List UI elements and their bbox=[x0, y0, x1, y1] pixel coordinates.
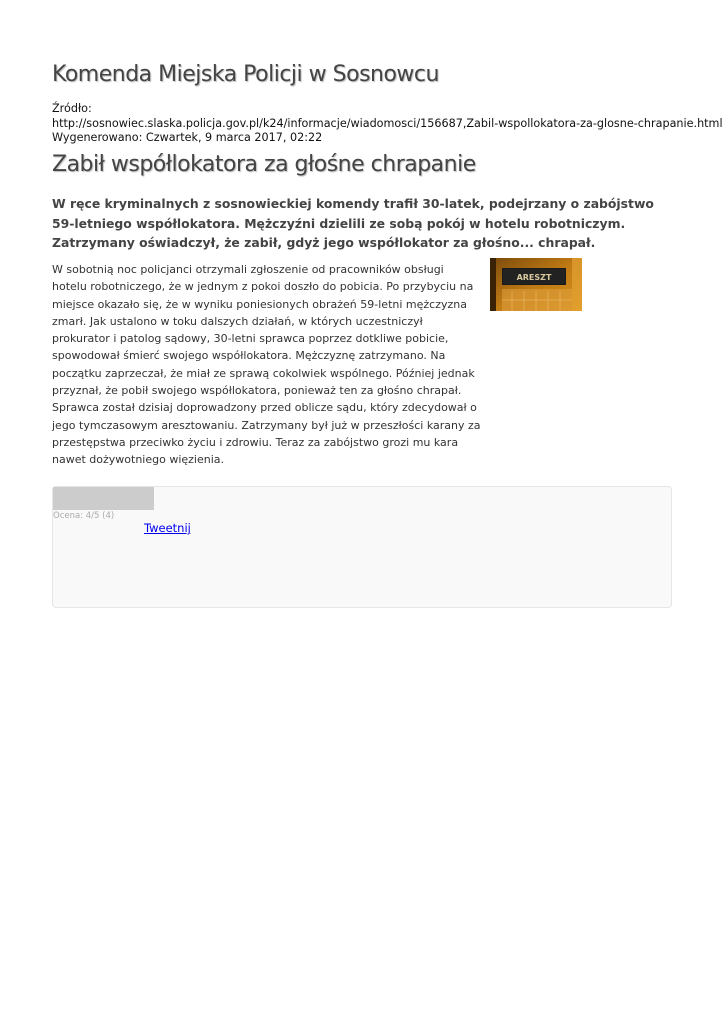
article-title: Zabił współlokatora za głośne chrapanie bbox=[52, 152, 476, 177]
rating-fill bbox=[53, 487, 134, 510]
document-meta bbox=[52, 102, 723, 146]
rating-bar[interactable] bbox=[53, 487, 154, 510]
tweet-link[interactable]: Tweetnij bbox=[144, 521, 191, 535]
source-label: Źródło: bbox=[52, 102, 92, 115]
site-title: Komenda Miejska Policji w Sosnowcu bbox=[52, 62, 439, 87]
photo-sign-text: ARESZT bbox=[516, 273, 552, 282]
article-lead: W ręce kryminalnych z sosnowieckiej komendy trafił 30-latek, podejrzany o zabójstwo 59-letniego współlokatora. Mężczyźni dzielili ze sobą pokój w hotelu robotniczym. Zatrzymany oświadczył, że zabił, gdyż jego współlokator za głośno... chrapał. bbox=[52, 196, 654, 250]
rating-share-box bbox=[52, 486, 672, 608]
article-body: W sobotnią noc policjanci otrzymali zgłoszenie od pracowników obsługi hotelu robotniczego, że w jednym z pokoi doszło do pobicia. Po przybyciu na miejsce okazało się, że w wyniku poniesionych obrażeń 59-letni mężczyzna zmarł. Jak ustalono w toku dalszych działań, w których uczestniczył prokurator i patolog sądowy, 30-letni sprawca poprzez dotkliwe pobicie, spowodował śmierć swojego współlokatora. Mężczyznę zatrzymano. Na początku zaprzeczał, że miał ze sprawą cokolwiek wspólnego. Później jednak przyznał, że pobił swojego współlokatora, ponieważ ten za głośno chrapał. Sprawca został dzisiaj doprowadzony przed oblicze sądu, który zdecydował o jego tymczasowym aresztowaniu. Zatrzymany był już w przeszłości karany za przestępstwa przeciwko życiu i zdrowiu. Teraz za zabójstwo grozi mu kara nawet dożywotniego więzienia. bbox=[52, 263, 481, 467]
generated-date: Wygenerowano: Czwartek, 9 marca 2017, 02:22 bbox=[52, 131, 323, 144]
rating-text: Ocena: 4/5 (4) bbox=[53, 511, 115, 521]
source-url: http://sosnowiec.slaska.policja.gov.pl/k24/informacje/wiadomosci/156687,Zabil-wspollokatora-za-glosne-chrapanie.html bbox=[52, 116, 723, 130]
article-photo bbox=[490, 258, 582, 311]
